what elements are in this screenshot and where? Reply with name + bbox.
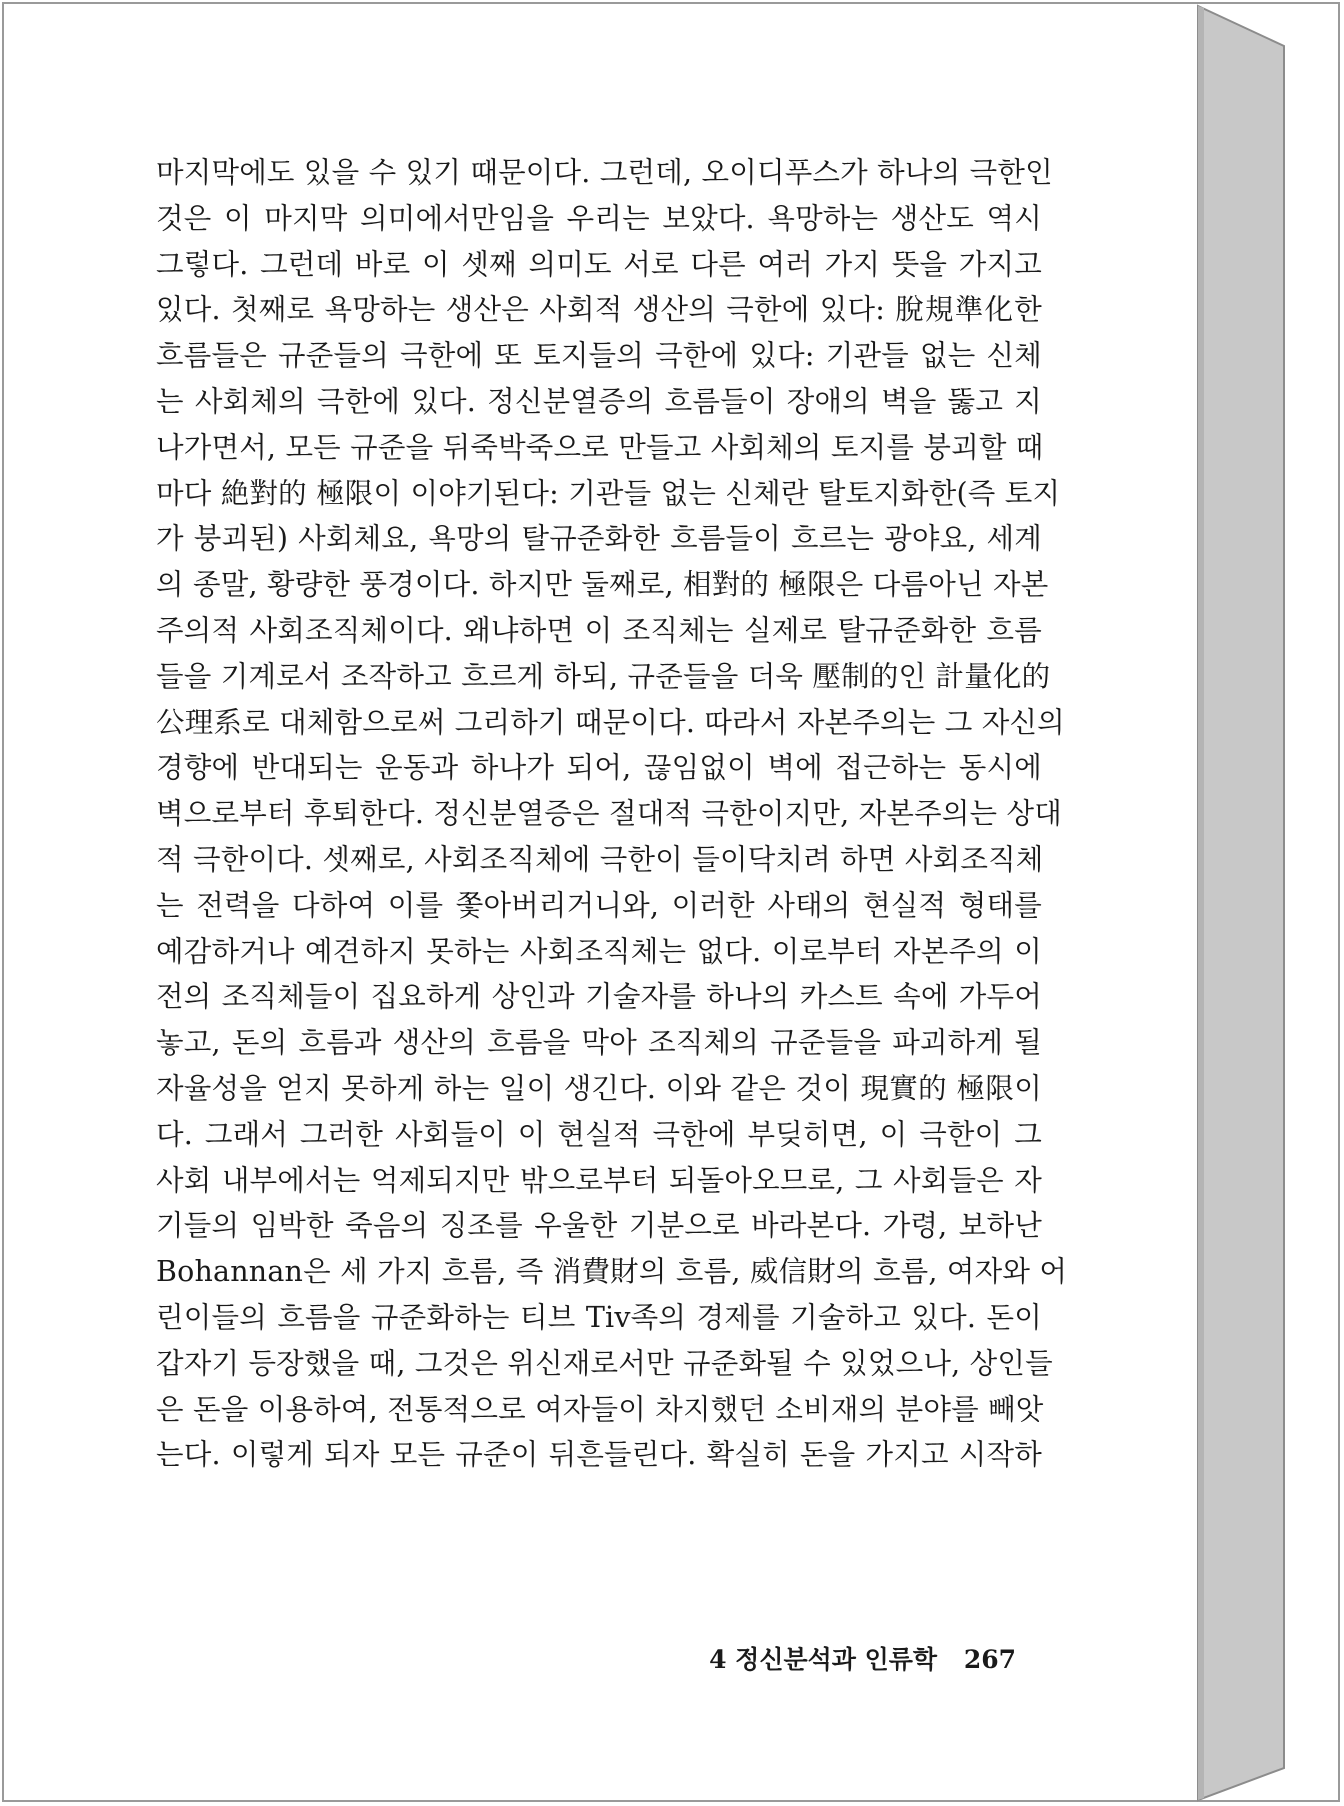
running-chapter-title: 4 정신분석과 인류학 [709,1645,938,1674]
body-line: 주의적 사회조직체이다. 왜냐하면 이 조직체는 실제로 탈규준화한 흐름 [156,613,1042,647]
body-line: 그렇다. 그런데 바로 이 셋째 의미도 서로 다른 여러 가지 뜻을 가지고 [156,247,1042,281]
body-line: 있다. 첫째로 욕망하는 생산은 사회적 생산의 극한에 있다: 脫規準化한 [156,293,1042,327]
body-line: 가 붕괴된) 사회체요, 욕망의 탈규준화한 흐름들이 흐르는 광야요, 세계 [156,522,1042,556]
body-line: 전의 조직체들이 집요하게 상인과 기술자를 하나의 카스트 속에 가두어 [156,980,1042,1014]
body-line: 은 돈을 이용하여, 전통적으로 여자들이 차지했던 소비재의 분야를 빼앗 [156,1392,1044,1426]
body-line: 의 종말, 황량한 풍경이다. 하지만 둘째로, 相對的 極限은 다름아닌 자본 [156,568,1049,602]
body-line: 예감하거나 예견하지 못하는 사회조직체는 없다. 이로부터 자본주의 이 [156,934,1042,968]
body-line: 마지막에도 있을 수 있기 때문이다. 그런데, 오이디푸스가 하나의 극한인 [156,156,1053,189]
body-line: 흐름들은 규준들의 극한에 또 토지들의 극한에 있다: 기관들 없는 신체 [156,339,1042,373]
book-side-shade [1198,6,1204,1800]
body-line: 자율성을 얻지 못하게 하는 일이 생긴다. 이와 같은 것이 現實的 極限이 [156,1071,1042,1105]
body-text [156,150,1068,1478]
body-line: 린이들의 흐름을 규준화하는 티브 Tiv족의 경제를 기술하고 있다. 돈이 [156,1300,1042,1334]
body-line: 갑자기 등장했을 때, 그것은 위신재로서만 규준화될 수 있었으나, 상인들 [156,1346,1053,1380]
body-line: 것은 이 마지막 의미에서만임을 우리는 보았다. 욕망하는 생산도 역시 [156,201,1042,235]
body-line: 公理系로 대체함으로써 그리하기 때문이다. 따라서 자본주의는 그 자신의 [156,705,1065,739]
body-line: 사회 내부에서는 억제되지만 밖으로부터 되돌아오므로, 그 사회들은 자 [156,1163,1042,1197]
body-line: 는 사회체의 극한에 있다. 정신분열증의 흐름들이 장애의 벽을 뚫고 지 [156,384,1042,418]
page-number: 267 [963,1645,1016,1674]
body-line: 기들의 임박한 죽음의 징조를 우울한 기분으로 바라본다. 가령, 보하난 [156,1209,1042,1243]
body-line: 벽으로부터 후퇴한다. 정신분열증은 절대적 극한이지만, 자본주의는 상대 [156,797,1063,831]
book-side-edge [1198,6,1284,1800]
body-line: 놓고, 돈의 흐름과 생산의 흐름을 막아 조직체의 규준들을 파괴하게 될 [156,1026,1042,1060]
body-line: 경향에 반대되는 운동과 하나가 되어, 끊임없이 벽에 접근하는 동시에 [156,751,1042,785]
body-line: 적 극한이다. 셋째로, 사회조직체에 극한이 들이닥치려 하면 사회조직체 [156,842,1044,876]
body-line: 는 전력을 다하여 이를 쫓아버리거니와, 이러한 사태의 현실적 형태를 [156,888,1042,922]
body-line: Bohannan은 세 가지 흐름, 즉 消費財의 흐름, 威信財의 흐름, 여자와 어 [156,1255,1068,1289]
page-footer [709,1640,1016,1676]
body-line: 나가면서, 모든 규준을 뒤죽박죽으로 만들고 사회체의 토지를 붕괴할 때 [156,430,1044,464]
body-line: 다. 그래서 그러한 사회들이 이 현실적 극한에 부딪히면, 이 극한이 그 [156,1117,1042,1151]
body-line: 는다. 이렇게 되자 모든 규준이 뒤흔들린다. 확실히 돈을 가지고 시작하 [156,1438,1042,1472]
body-line: 들을 기계로서 조작하고 흐르게 하되, 규준들을 더욱 壓制的인 計量化的 [156,659,1051,693]
body-line: 마다 絶對的 極限이 이야기된다: 기관들 없는 신체란 탈토지화한(즉 토지 [156,476,1061,510]
